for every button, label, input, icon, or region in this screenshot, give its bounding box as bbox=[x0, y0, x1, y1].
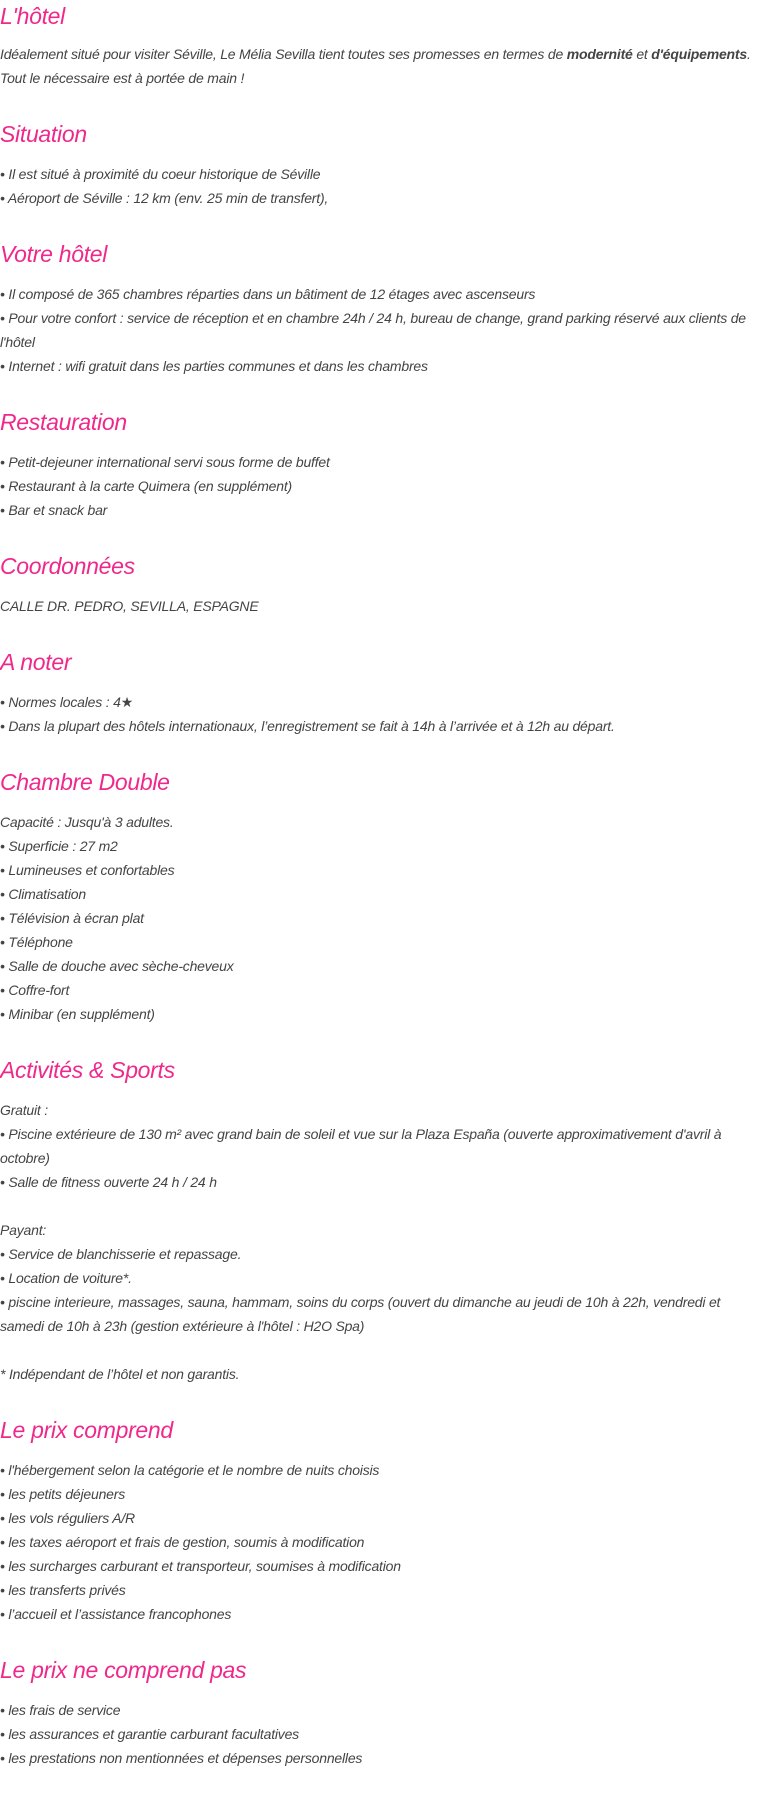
list-item: • Restaurant à la carte Quimera (en supplément) bbox=[0, 478, 292, 494]
section-prix-comprend bbox=[0, 1415, 758, 1626]
list-item: • Climatisation bbox=[0, 886, 86, 902]
section-activites-sports bbox=[0, 1055, 758, 1386]
section-heading-prix-comprend: Le prix comprend bbox=[0, 1417, 173, 1443]
list-item: • Il composé de 365 chambres réparties dans un bâtiment de 12 étages avec ascenseurs bbox=[0, 286, 536, 302]
list-item: • Aéroport de Séville : 12 km (env. 25 min de transfert), bbox=[0, 190, 329, 206]
list-item: • Petit-dejeuner international servi sous forme de buffet bbox=[0, 454, 330, 470]
list-item: • Piscine extérieure de 130 m² avec grand bain de soleil et vue sur la Plaza España (ouverte approximativement d'avril à octobre) bbox=[0, 1126, 722, 1166]
list-item: • les prestations non mentionnées et dépenses personnelles bbox=[0, 1750, 363, 1766]
list-item: • Salle de fitness ouverte 24 h / 24 h bbox=[0, 1174, 217, 1190]
coordonnees-text bbox=[0, 594, 758, 618]
section-heading-votre-hotel: Votre hôtel bbox=[0, 241, 108, 267]
list-item: • piscine interieure, massages, sauna, hammam, soins du corps (ouvert du dimanche au jeudi de 10h à 22h, vendredi et samedi de 10h à 23h (gestion extérieure à l'hôtel : H2O Spa) bbox=[0, 1294, 721, 1334]
section-heading-restauration: Restauration bbox=[0, 409, 127, 435]
list-item: Gratuit : bbox=[0, 1102, 48, 1118]
list-item: • l'hébergement selon la catégorie et le nombre de nuits choisis bbox=[0, 1462, 380, 1478]
section-heading-prix-ne-comprend-pas: Le prix ne comprend pas bbox=[0, 1657, 247, 1683]
address-line: CALLE DR. PEDRO, SEVILLA, ESPAGNE bbox=[0, 598, 259, 614]
section-a-noter bbox=[0, 647, 758, 738]
intro-bold-modernite: modernité bbox=[566, 46, 633, 62]
section-chambre-double bbox=[0, 767, 758, 1026]
list-item: • Superficie : 27 m2 bbox=[0, 838, 118, 854]
list-item: • Télévision à écran plat bbox=[0, 910, 144, 926]
list-item: • Il est situé à proximité du coeur historique de Séville bbox=[0, 166, 321, 182]
list-item: • l’accueil et l’assistance francophones bbox=[0, 1606, 232, 1622]
list-item: • Dans la plupart des hôtels internationaux, l’enregistrement se fait à 14h à l’arrivée et à 12h au départ. bbox=[0, 718, 615, 734]
prix-ne-comprend-pas-list bbox=[0, 1698, 758, 1770]
intro-bold-equipements: d'équipements bbox=[651, 46, 747, 62]
list-item: • Téléphone bbox=[0, 934, 73, 950]
section-heading-coordonnees: Coordonnées bbox=[0, 553, 135, 579]
section-votre-hotel bbox=[0, 239, 758, 378]
list-item: Capacité : Jusqu'à 3 adultes. bbox=[0, 814, 174, 830]
list-item: • Minibar (en supplément) bbox=[0, 1006, 155, 1022]
list-item: • Normes locales : 4★ bbox=[0, 694, 134, 710]
chambre-double-list bbox=[0, 810, 758, 1026]
blank-line bbox=[0, 1338, 758, 1362]
list-item: • Coffre-fort bbox=[0, 982, 70, 998]
blank-line bbox=[0, 1194, 758, 1218]
votre-hotel-list bbox=[0, 282, 758, 378]
hotel-intro-text bbox=[0, 42, 758, 90]
list-item: • Internet : wifi gratuit dans les parties communes et dans les chambres bbox=[0, 358, 428, 374]
section-heading-situation: Situation bbox=[0, 121, 87, 147]
list-item: • les surcharges carburant et transporteur, soumises à modification bbox=[0, 1558, 401, 1574]
list-item: • les assurances et garantie carburant facultatives bbox=[0, 1726, 299, 1742]
section-situation bbox=[0, 119, 758, 210]
activites-sports-list bbox=[0, 1098, 758, 1386]
intro-text-mid: et bbox=[632, 46, 652, 62]
section-coordonnees bbox=[0, 551, 758, 618]
list-item: • les vols réguliers A/R bbox=[0, 1510, 135, 1526]
section-heading-activites-sports: Activités & Sports bbox=[0, 1057, 175, 1083]
list-item: • Service de blanchisserie et repassage. bbox=[0, 1246, 242, 1262]
list-item: • Pour votre confort : service de réception et en chambre 24h / 24 h, bureau de change, grand parking réservé aux clients de l'hôtel bbox=[0, 310, 746, 350]
restauration-list bbox=[0, 450, 758, 522]
list-item: • Bar et snack bar bbox=[0, 502, 108, 518]
prix-comprend-list bbox=[0, 1458, 758, 1626]
list-item: • les transferts privés bbox=[0, 1582, 126, 1598]
list-item: • Lumineuses et confortables bbox=[0, 862, 175, 878]
list-item: • les frais de service bbox=[0, 1702, 121, 1718]
section-heading-hotel: L'hôtel bbox=[0, 3, 65, 29]
list-item: • les taxes aéroport et frais de gestion, soumis à modification bbox=[0, 1534, 365, 1550]
intro-text-end: . Tout le nécessaire est à portée de main ! bbox=[0, 46, 751, 86]
section-hotel bbox=[0, 0, 758, 90]
section-restauration bbox=[0, 407, 758, 522]
list-item: • Location de voiture*. bbox=[0, 1270, 132, 1286]
section-heading-chambre-double: Chambre Double bbox=[0, 769, 170, 795]
section-prix-ne-comprend-pas bbox=[0, 1655, 758, 1770]
situation-list bbox=[0, 162, 758, 210]
list-item: • Salle de douche avec sèche-cheveux bbox=[0, 958, 234, 974]
section-heading-a-noter: A noter bbox=[0, 649, 72, 675]
list-item: • les petits déjeuners bbox=[0, 1486, 126, 1502]
list-item: Payant: bbox=[0, 1222, 47, 1238]
footnote: * Indépendant de l’hôtel et non garantis. bbox=[0, 1366, 240, 1382]
a-noter-list bbox=[0, 690, 758, 738]
intro-text-start: Idéalement situé pour visiter Séville, Le Mélia Sevilla tient toutes ses promesses en termes de bbox=[0, 46, 567, 62]
